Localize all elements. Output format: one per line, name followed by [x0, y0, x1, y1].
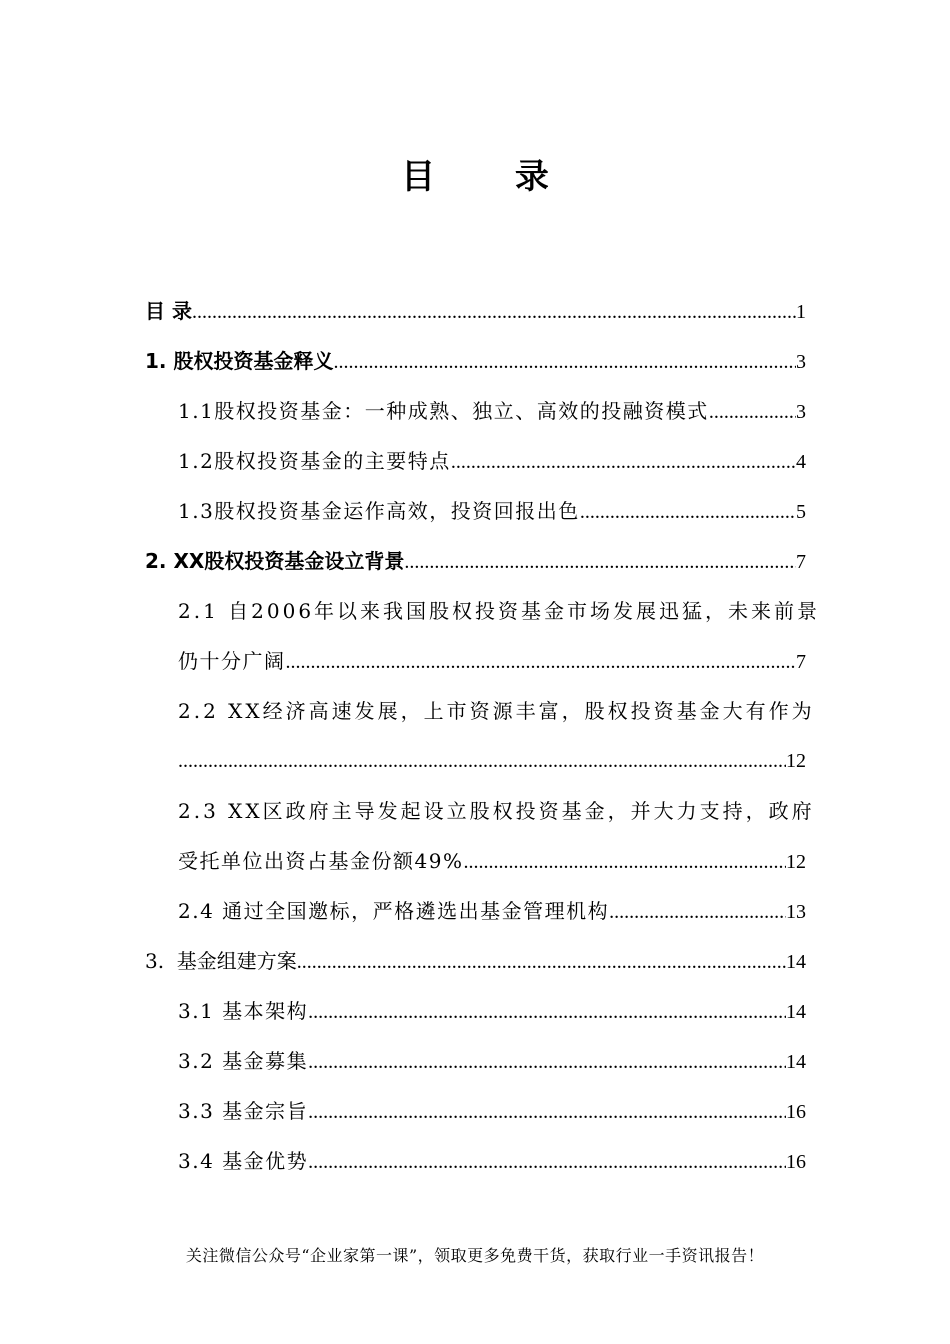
- dot-leader: [192, 287, 796, 337]
- toc-page-number: 13: [786, 901, 806, 923]
- toc-page-number: 16: [786, 1101, 806, 1123]
- toc-entry[interactable]: [145, 286, 806, 336]
- toc-entry[interactable]: [145, 636, 806, 686]
- toc-entry[interactable]: [145, 1136, 806, 1186]
- dot-leader: [178, 736, 786, 786]
- toc-page-number: 12: [786, 851, 806, 873]
- toc-entry-text: 1.1股权投资基金：一种成熟、独立、高效的投融资模式: [178, 399, 709, 423]
- toc-page-number: 14: [786, 1051, 806, 1073]
- toc-entry[interactable]: [145, 936, 806, 986]
- toc-page-number: 7: [796, 551, 806, 573]
- toc-page-number: 14: [786, 1001, 806, 1023]
- dot-leader: [286, 637, 797, 687]
- toc-entry-line[interactable]: [145, 586, 821, 636]
- toc-entry-text: 3.2 基金募集: [178, 1049, 309, 1073]
- toc-entry-text: 1. 股权投资基金释义: [145, 349, 334, 373]
- dot-leader: [463, 837, 786, 887]
- dot-leader: [451, 437, 796, 487]
- page-title: 目 录: [401, 157, 583, 197]
- dot-leader: [709, 387, 796, 437]
- toc-entry-text: 1.2股权投资基金的主要特点: [178, 449, 451, 473]
- dot-leader: [308, 987, 786, 1037]
- toc-entry-line[interactable]: [145, 786, 815, 836]
- toc-entry-text: 3.3 基金宗旨: [178, 1099, 309, 1123]
- toc-entry[interactable]: [145, 536, 806, 586]
- dot-leader: [333, 337, 796, 387]
- toc-entry-text: 2.2 XX经济高速发展，上市资源丰富，股权投资基金大有作为: [178, 699, 815, 723]
- table-of-contents: [145, 286, 821, 1186]
- toc-page-number: 16: [786, 1151, 806, 1173]
- footer-note: 关注微信公众号“企业家第一课”，领取更多免费干货，获取行业一手资讯报告！: [185, 1246, 765, 1265]
- toc-entry-text: 3.1 基本架构: [178, 999, 309, 1023]
- toc-page-number: 4: [796, 451, 806, 473]
- toc-entry[interactable]: [145, 886, 806, 936]
- dot-leader: [404, 537, 796, 587]
- toc-entry-text: 2. XX股权投资基金设立背景: [145, 549, 405, 573]
- toc-entry[interactable]: [145, 1086, 806, 1136]
- toc-entry[interactable]: [145, 986, 806, 1036]
- toc-entry[interactable]: [145, 336, 806, 386]
- toc-entry-text: 2.3 XX区政府主导发起设立股权投资基金，并大力支持，政府: [178, 799, 815, 823]
- toc-entry[interactable]: [145, 736, 806, 786]
- dot-leader: [580, 487, 796, 537]
- toc-entry[interactable]: [145, 1036, 806, 1086]
- toc-entry-text: 仍十分广阔: [178, 649, 286, 673]
- toc-entry[interactable]: [145, 436, 806, 486]
- toc-page-number: 3: [796, 351, 806, 373]
- dot-leader: [297, 937, 786, 987]
- dot-leader: [609, 887, 786, 937]
- toc-page-number: 7: [796, 651, 806, 673]
- dot-leader: [308, 1137, 786, 1187]
- toc-entry-text: 目 录: [145, 299, 192, 323]
- toc-entry-text: 3. 基金组建方案: [145, 949, 297, 973]
- toc-entry[interactable]: [145, 486, 806, 536]
- toc-entry-text: 1.3股权投资基金运作高效，投资回报出色: [178, 499, 580, 523]
- toc-entry-text: 2.4 通过全国邀标，严格遴选出基金管理机构: [178, 899, 610, 923]
- toc-page-number: 1: [796, 301, 806, 323]
- toc-entry-text: 受托单位出资占基金份额49%: [178, 849, 464, 873]
- toc-page-number: 12: [786, 750, 806, 772]
- toc-entry-line[interactable]: [145, 686, 815, 736]
- toc-entry-text: 2.1 自2006年以来我国股权投资基金市场发展迅猛，未来前景: [178, 599, 821, 623]
- toc-page-number: 14: [786, 951, 806, 973]
- dot-leader: [308, 1087, 786, 1137]
- toc-page-number: 3: [796, 401, 806, 423]
- dot-leader: [308, 1037, 786, 1087]
- toc-entry[interactable]: [145, 386, 806, 436]
- toc-entry[interactable]: [145, 836, 806, 886]
- toc-page-number: 5: [796, 501, 806, 523]
- toc-entry-text: 3.4 基金优势: [178, 1149, 309, 1173]
